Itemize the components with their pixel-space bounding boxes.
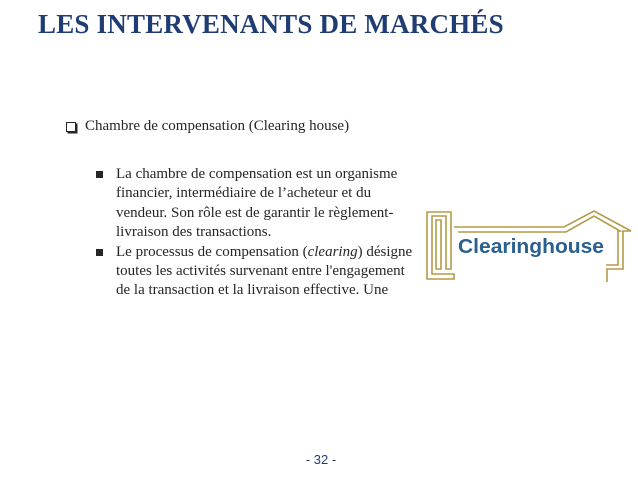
section-heading-text: Chambre de compensation (Clearing house) [85,118,350,134]
page-number: - 32 - [305,452,337,467]
bullet-item-process [96,243,416,301]
house-outline-logo [424,207,634,289]
square-bullet-icon [96,171,103,178]
checkbox-icon [66,122,76,132]
bullet-text-definition: La chambre de compensation est un organisme financier, intermédiaire de l’acheteur et du vendeur. Son rôle est de garantir le règlement-livraison des transactions. [116,166,398,241]
bullet-list [96,165,416,301]
logo-text: Clearinghouse [458,235,604,258]
bullet-text-process-emphasis: clearing [307,243,358,260]
bullet-text-process-end: ) désigne toutes les activités survenant entre l'engagement de la transaction et la livraison effective. Une [116,243,413,299]
square-bullet-icon [96,249,103,256]
slide-title: LES INTERVENANTS DE MARCHÉS [38,9,504,39]
section-heading [66,118,349,135]
bullet-text-process-start: Le processus de compensation ( [116,243,308,260]
clearinghouse-logo [424,207,634,289]
bullet-item-definition [96,165,416,243]
